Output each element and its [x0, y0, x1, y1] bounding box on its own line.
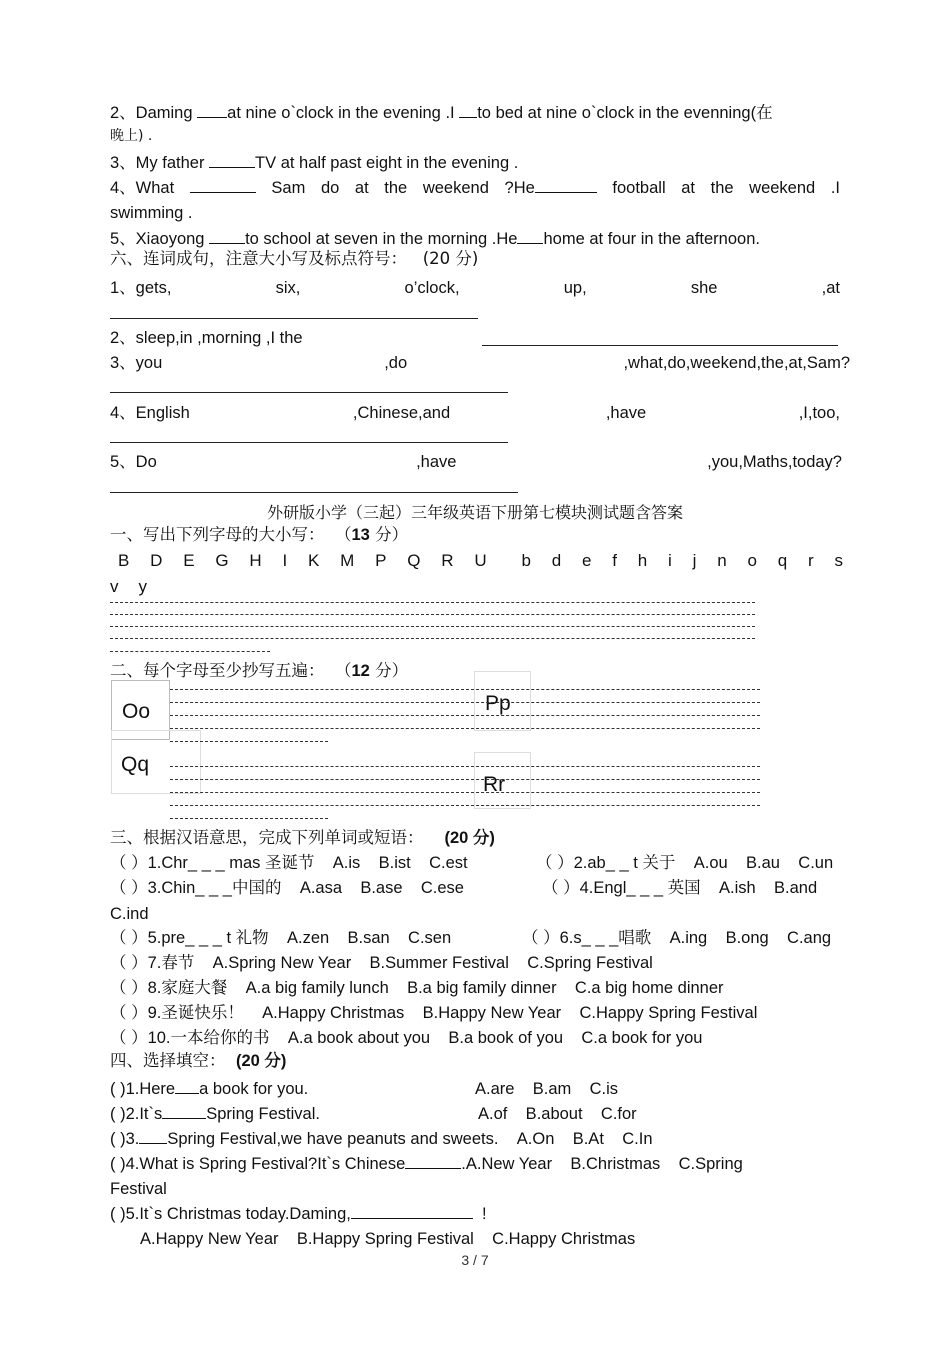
blank[interactable] [517, 229, 543, 244]
writing-line[interactable] [170, 741, 328, 742]
blank[interactable] [209, 229, 245, 244]
p5-q2-cont: 晚上) . [110, 128, 153, 144]
writing-line[interactable] [170, 715, 760, 716]
writing-line[interactable] [170, 702, 760, 703]
s3-q6: （ ）6.s_ _ _唱歌 A.ing B.ong C.ang [522, 929, 832, 947]
writing-line[interactable] [170, 728, 760, 729]
p6-q2: 2、sleep,in ,morning ,I the [110, 329, 303, 347]
writing-line[interactable] [170, 766, 760, 767]
letter-box-qq: Qq [111, 730, 201, 794]
s3-q3: （ ）3.Chin_ _ _中国的 A.asa B.ase C.ese [110, 879, 464, 897]
s3-q5: （ ）5.pre_ _ _ t 礼物 A.zen B.san C.sen [110, 929, 452, 947]
s3-q9: （ ）9.圣诞快乐！ A.Happy Christmas B.Happy New Year C.Happy Spring Festival [110, 1004, 758, 1022]
p6-q4: 4、English ,Chinese,and ,have ,I,too, [110, 404, 840, 422]
p6-q1: 1、gets, six, o’clock, up, she ,at [110, 279, 840, 297]
p5-q4-cont: swimming . [110, 204, 193, 222]
answer-line[interactable] [110, 392, 508, 393]
writing-line[interactable] [170, 805, 760, 806]
s4-q4-cont: Festival [110, 1180, 167, 1198]
s3-q2: （ ）2.ab_ _ t 关于 A.ou B.au C.un [536, 854, 834, 872]
blank[interactable] [190, 178, 256, 193]
letters-row: B D E G H I K M P Q R U b d e f h i j n o q r s [118, 551, 843, 570]
writing-line[interactable] [110, 638, 755, 639]
letter-box-pp: Pp [474, 671, 531, 731]
s4-q4: ( )4.What is Spring Festival?It`s Chinese .A.New Year B.Christmas C.Spring [110, 1155, 743, 1173]
s4-q3: ( )3. Spring Festival,we have peanuts and sweets. A.On B.At C.In [110, 1130, 653, 1148]
section3-heading: 三、根据汉语意思，完成下列单词或短语： (20 分) [110, 828, 495, 847]
blank[interactable] [209, 153, 255, 168]
p5-q5: 5、Xiaoyong to school at seven in the morning .He home at four in the afternoon. [110, 230, 760, 248]
s3-q7: （ ）7.春节 A.Spring New Year B.Summer Festival C.Spring Festival [110, 954, 653, 972]
blank[interactable] [459, 103, 477, 118]
writing-line[interactable] [110, 626, 755, 627]
writing-line[interactable] [110, 651, 270, 652]
s3-q1: （ ）1.Chr_ _ _ mas 圣诞节 A.is B.ist C.est [110, 854, 468, 872]
blank[interactable] [162, 1104, 206, 1119]
s4-q5-options: A.Happy New Year B.Happy Spring Festival C.Happy Christmas [140, 1230, 636, 1248]
section2-heading: 二、每个字母至少抄写五遍： （12 分） [110, 661, 409, 680]
blank[interactable] [197, 103, 227, 118]
s4-q1-options: A.are B.am C.is [475, 1080, 619, 1098]
s4-q1: ( )1.Here a book for you. [110, 1080, 309, 1098]
blank[interactable] [351, 1204, 473, 1219]
writing-line[interactable] [110, 602, 755, 603]
answer-line[interactable] [110, 442, 508, 443]
s4-q5: ( )5.It`s Christmas today.Daming, ! [110, 1205, 487, 1223]
answer-line[interactable] [110, 318, 478, 319]
s4-q2: ( )2.It`s Spring Festival. [110, 1105, 320, 1123]
answer-line[interactable] [110, 492, 518, 493]
p5-q2: 2、Daming at nine o`clock in the evening .I to bed at nine o`clock in the evenning(在 [110, 104, 773, 122]
s3-q10: （ ）10.一本给你的书 A.a book about you B.a book of you C.a book for you [110, 1029, 703, 1047]
blank[interactable] [405, 1154, 461, 1169]
writing-line[interactable] [170, 689, 760, 690]
letters-row-2: v y [110, 577, 147, 596]
page-number: 3 / 7 [461, 1252, 489, 1268]
s3-q4-cont: C.ind [110, 905, 149, 923]
p5-q3: 3、My father TV at half past eight in the evening . [110, 154, 519, 172]
s3-q4: （ ）4.Engl_ _ _ 英国 A.ish B.and [542, 879, 818, 897]
s4-q2-options: A.of B.about C.for [478, 1105, 637, 1123]
p5-q4: 4、What Sam do at the weekend ?He football at the weekend .I [110, 179, 840, 197]
letter-box-rr: Rr [474, 752, 531, 809]
writing-line[interactable] [170, 818, 328, 819]
blank[interactable] [175, 1079, 199, 1094]
p6-q3: 3、you ,do ,what,do,weekend,the,at,Sam? [110, 354, 850, 372]
part6-heading: 六、连词成句，注意大小写及标点符号： (20 分) [110, 249, 479, 268]
writing-line[interactable] [170, 779, 760, 780]
section1-heading: 一、写出下列字母的大小写： （13 分） [110, 525, 409, 544]
letter-box-oo: Oo [111, 680, 170, 740]
blank[interactable] [139, 1129, 167, 1144]
p6-q5: 5、Do ,have ,you,Maths,today? [110, 453, 842, 471]
answer-line[interactable] [482, 345, 838, 346]
s3-q8: （ ）8.家庭大餐 A.a big family lunch B.a big family dinner C.a big home dinner [110, 979, 724, 997]
writing-line[interactable] [110, 614, 755, 615]
section4-heading: 四、选择填空： (20 分) [110, 1051, 287, 1070]
test-title: 外研版小学（三起）三年级英语下册第七模块测试题含答案 [266, 503, 683, 522]
writing-line[interactable] [170, 792, 760, 793]
blank[interactable] [535, 178, 597, 193]
